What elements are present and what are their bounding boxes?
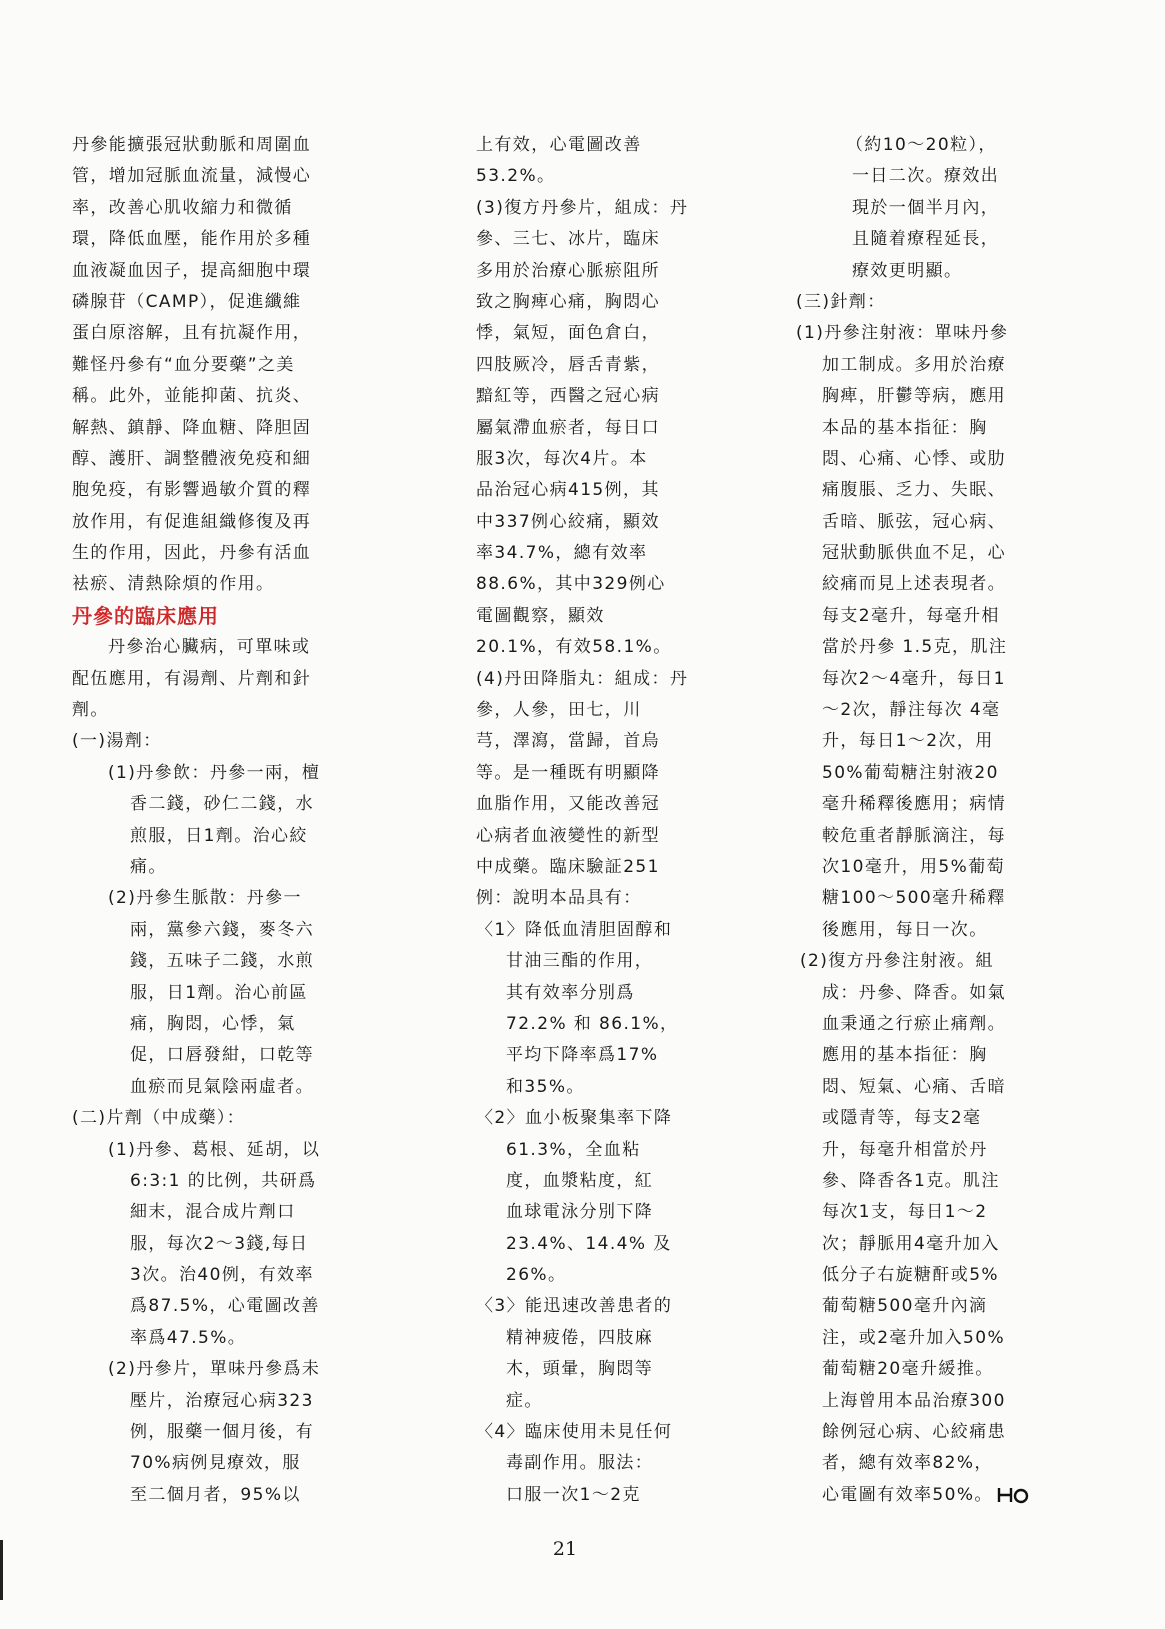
text-line: [476, 852, 706, 883]
line-text: 胸痺，肝鬱等病，應用: [822, 386, 1006, 407]
line-text: 每次1支，每日1～2: [822, 1202, 988, 1223]
line-text: 每次2～4毫升，每日1: [822, 668, 1006, 689]
line-text: 糖100～500毫升稀釋: [822, 888, 1006, 909]
line-text: 配伍應用，有湯劑、片劑和針: [72, 668, 312, 689]
line-text: 注，或2毫升加入50%: [822, 1327, 1006, 1348]
text-line: [796, 726, 1066, 757]
line-text: 胞免疫，有影響過敏介質的釋: [72, 480, 312, 501]
line-text: 中337例心絞痛，顯效: [476, 511, 660, 532]
line-text: 悸，氣短，面色倉白，: [476, 323, 660, 344]
text-line: [796, 664, 1066, 695]
line-text: 精神疲倦，四肢麻: [506, 1327, 654, 1348]
text-line: [476, 1009, 706, 1040]
line-text: 生的作用，因此，丹參有活血: [72, 543, 312, 564]
text-line: [476, 1197, 706, 1228]
line-text: 72.2% 和 86.1%，: [506, 1013, 679, 1034]
line-text: 袪瘀、清熱除煩的作用。: [72, 574, 275, 595]
text-line: [796, 1072, 1066, 1103]
line-text: 上海曾用本品治療300: [822, 1390, 1006, 1411]
line-text: 平均下降率爲17%: [506, 1045, 659, 1066]
line-text: 心病者血液變性的新型: [476, 825, 660, 846]
text-line: [476, 695, 706, 726]
text-line: [72, 1072, 347, 1103]
line-text: 至二個月者，95%以: [130, 1484, 301, 1505]
line-text: 70%病例見療效，服: [130, 1453, 301, 1474]
text-line: [72, 1291, 347, 1322]
line-text: 品治冠心病415例，其: [476, 480, 660, 501]
text-line: [476, 1260, 706, 1291]
text-line: [476, 193, 706, 224]
text-line: [476, 318, 706, 349]
text-line: [476, 1386, 706, 1417]
line-text: 絞痛而見上述表現者。: [822, 574, 1006, 595]
line-text: 〈2〉血小板聚集率下降: [476, 1108, 673, 1129]
line-text: 〈4〉臨床使用未見任何: [476, 1422, 673, 1443]
line-text: 一日二次。療效出: [852, 166, 1000, 187]
line-text: 血脂作用，又能改善冠: [476, 794, 660, 815]
line-text: 電圖觀察，顯效: [476, 605, 605, 626]
line-text: 血液凝血因子，提高細胞中環: [72, 260, 312, 281]
line-text: 次10毫升，用5%葡萄: [822, 856, 1006, 877]
text-line: [796, 161, 1066, 192]
line-text: 冠狀動脈供血不足，心: [822, 543, 1006, 564]
line-text: 本品的基本指征：胸: [822, 417, 988, 438]
line-text: 其有效率分別爲: [506, 982, 635, 1003]
text-line: [796, 475, 1066, 506]
text-line: [796, 1166, 1066, 1197]
text-line: [476, 1480, 706, 1511]
text-line: [796, 1291, 1066, 1322]
line-text: 率34.7%，總有效率: [476, 543, 648, 564]
line-text: 葡萄糖500毫升內滴: [822, 1296, 988, 1317]
text-line: [72, 1323, 347, 1354]
text-line: [72, 1197, 347, 1228]
text-line: [476, 161, 706, 192]
text-line: [476, 632, 706, 663]
text-line: [476, 1229, 706, 1260]
line-text: 度，血漿粘度，紅: [506, 1170, 654, 1191]
text-line: [72, 256, 347, 287]
page-number: 21: [552, 1538, 578, 1560]
text-line: [72, 538, 347, 569]
text-line: [476, 256, 706, 287]
line-text: 服3次，每次4片。本: [476, 448, 648, 469]
line-text: 低分子右旋糖酐或5%: [822, 1265, 999, 1286]
text-line: [796, 601, 1066, 632]
text-line: [796, 1229, 1066, 1260]
line-text: 舌暗、脈弦，冠心病、: [822, 511, 1006, 532]
line-text: (三)針劑：: [796, 291, 886, 312]
line-text: 香二錢，砂仁二錢，水: [130, 794, 314, 815]
text-line: [476, 821, 706, 852]
text-line: [476, 1354, 706, 1385]
text-line: [476, 475, 706, 506]
line-text: 升，每日1～2次，用: [822, 731, 994, 752]
text-line: [72, 821, 347, 852]
line-text: 蛋白原溶解，且有抗凝作用，: [72, 323, 312, 344]
text-line: [476, 444, 706, 475]
text-line: [476, 224, 706, 255]
text-line: [476, 1103, 706, 1134]
line-text: 率，改善心肌收縮力和微循: [72, 197, 293, 218]
text-line: [476, 381, 706, 412]
text-line: [796, 130, 1066, 161]
text-line: [796, 569, 1066, 600]
line-text: 悶、心痛、心悸、或肋: [822, 448, 1006, 469]
text-line: [796, 821, 1066, 852]
line-text: 等。是一種既有明顯降: [476, 762, 660, 783]
column-2: [476, 130, 706, 1511]
text-line: [796, 381, 1066, 412]
text-line: [796, 1480, 1066, 1511]
line-text: 例，服藥一個月後，有: [130, 1422, 314, 1443]
line-text: 醇、護肝、調整體液免疫和細: [72, 448, 312, 469]
line-text: 丹參能擴張冠狀動脈和周圍血: [72, 135, 312, 155]
line-text: 血瘀而見氣陰兩虛者。: [130, 1076, 314, 1097]
line-text: 且隨着療程延長，: [852, 229, 1000, 250]
line-text: 50%葡萄糖注射液20: [822, 762, 999, 783]
text-line: [796, 444, 1066, 475]
line-text: 多用於治療心脈瘀阻所: [476, 260, 660, 281]
line-text: 兩，黨參六錢，麥冬六: [130, 919, 314, 940]
line-text: 錢，五味子二錢，水煎: [130, 951, 314, 972]
line-text: 61.3%，全血粘: [506, 1139, 641, 1160]
line-text: 參、三七、冰片，臨床: [476, 229, 660, 250]
text-line: [476, 350, 706, 381]
text-line: [72, 1009, 347, 1040]
text-line: [72, 726, 347, 757]
line-text: 痛，胸悶，心悸，氣: [130, 1013, 296, 1034]
text-line: [476, 1417, 706, 1448]
line-text: 痛。: [130, 856, 167, 877]
text-line: [796, 1103, 1066, 1134]
line-text: (2)丹參生脈散：丹參一: [108, 888, 302, 909]
text-line: [72, 1417, 347, 1448]
text-line: [796, 1417, 1066, 1448]
line-text: (2)復方丹參注射液。組: [800, 951, 994, 972]
text-line: [72, 758, 347, 789]
line-text: 療效更明顯。: [852, 260, 963, 281]
line-text: (一)湯劑：: [72, 731, 162, 752]
text-line: [72, 695, 347, 726]
line-text: 木，頭暈，胸悶等: [506, 1359, 654, 1380]
text-line: [72, 130, 347, 161]
line-text: 〈1〉降低血清胆固醇和: [476, 919, 673, 940]
text-line: [72, 1040, 347, 1071]
line-text: 悶、短氣、心痛、舌暗: [822, 1076, 1006, 1097]
end-of-article-mark-icon: [997, 1486, 1031, 1504]
text-line: [796, 758, 1066, 789]
text-line: [476, 789, 706, 820]
text-line: [796, 287, 1066, 318]
line-text: 促，口唇發紺，口乾等: [130, 1045, 314, 1066]
line-text: (2)丹參片，單味丹參爲未: [108, 1359, 321, 1380]
line-text: 丹參的臨床應用: [72, 603, 219, 628]
line-text: 環，降低血壓，能作用於多種: [72, 229, 312, 250]
text-line: [796, 632, 1066, 663]
line-text: 後應用，每日一次。: [822, 919, 988, 940]
text-line: [796, 915, 1066, 946]
text-line: [72, 507, 347, 538]
text-line: [476, 538, 706, 569]
text-line: [72, 475, 347, 506]
line-text: 參、降香各1克。肌注: [822, 1170, 1000, 1191]
text-line: [72, 350, 347, 381]
line-text: 痛腹脹、乏力、失眠、: [822, 480, 1006, 501]
line-text: 現於一個半月內，: [852, 197, 1000, 218]
text-line: [796, 978, 1066, 1009]
text-line: [796, 883, 1066, 914]
line-text: 血球電泳分別下降: [506, 1202, 654, 1223]
text-line: [796, 538, 1066, 569]
text-line: [72, 318, 347, 349]
text-line: [796, 318, 1066, 349]
text-line: [796, 507, 1066, 538]
line-text: 加工制成。多用於治療: [822, 354, 1006, 375]
line-text: 四肢厥冷，唇舌青紫，: [476, 354, 660, 375]
line-text: 參，人參，田七，川: [476, 700, 642, 721]
line-text: 或隱青等，每支2毫: [822, 1108, 982, 1129]
text-line: [72, 193, 347, 224]
line-text: 3次。治40例，有效率: [130, 1265, 314, 1286]
line-text: 服，每次2～3錢,每日: [130, 1233, 309, 1254]
text-line: [72, 1103, 347, 1134]
text-line: [72, 444, 347, 475]
text-line: [796, 1135, 1066, 1166]
line-text: 症。: [506, 1390, 543, 1411]
text-line: [796, 193, 1066, 224]
text-line: [72, 381, 347, 412]
text-line: [72, 915, 347, 946]
text-line: [476, 1323, 706, 1354]
line-text: 和35%。: [506, 1076, 585, 1097]
line-text: 者，總有效率82%，: [822, 1453, 993, 1474]
text-line: [72, 1166, 347, 1197]
line-text: 管，增加冠脈血流量，減慢心: [72, 166, 312, 187]
text-line: [72, 1135, 347, 1166]
text-line: [796, 1009, 1066, 1040]
text-line: [476, 601, 706, 632]
line-text: 心電圖有效率50%。: [822, 1484, 993, 1505]
line-text: 難怪丹參有“血分要藥”之美: [72, 354, 295, 375]
text-line: [72, 1480, 347, 1511]
text-line: [72, 789, 347, 820]
text-line: [796, 1448, 1066, 1479]
line-text: 毫升稀釋後應用；病情: [822, 794, 1006, 815]
line-text: 屬氣滯血瘀者，每日口: [476, 417, 660, 438]
text-line: [796, 1354, 1066, 1385]
line-text: 磷腺苷（CAMP），促進纖維: [72, 291, 302, 312]
text-line: [796, 946, 1066, 977]
text-line: [72, 224, 347, 255]
line-text: (1)丹參飲：丹參一兩，檀: [108, 762, 321, 783]
line-text: 劑。: [72, 700, 109, 721]
text-line: [476, 883, 706, 914]
text-line: [72, 569, 347, 600]
line-text: 芎，澤瀉，當歸，首烏: [476, 731, 660, 752]
text-line: [476, 946, 706, 977]
text-line: [72, 664, 347, 695]
text-line: [796, 1323, 1066, 1354]
text-line: [476, 758, 706, 789]
line-text: ～2次，靜注每次 4毫: [822, 700, 1001, 721]
text-line: [72, 852, 347, 883]
text-line: [72, 1448, 347, 1479]
line-text: 細末，混合成片劑口: [130, 1202, 296, 1223]
line-text: 放作用，有促進組織修復及再: [72, 511, 312, 532]
text-line: [72, 1386, 347, 1417]
line-text: 稱。此外，並能抑菌、抗炎、: [72, 386, 312, 407]
text-line: [72, 1260, 347, 1291]
line-text: 次；靜脈用4毫升加入: [822, 1233, 1000, 1254]
text-line: [476, 1291, 706, 1322]
text-line: [796, 350, 1066, 381]
line-text: 較危重者靜脈滴注，每: [822, 825, 1006, 846]
text-line: [476, 130, 706, 161]
text-line: [476, 726, 706, 757]
line-text: 6:3:1 的比例，共研爲: [130, 1170, 317, 1191]
line-text: 53.2%。: [476, 166, 556, 187]
line-text: 口服一次1～2克: [506, 1484, 641, 1505]
text-line: [796, 224, 1066, 255]
line-text: 爲87.5%，心電圖改善: [130, 1296, 320, 1317]
line-text: 成：丹參、降香。如氣: [822, 982, 1006, 1003]
line-text: 餘例冠心病、心絞痛患: [822, 1422, 1006, 1443]
line-text: 當於丹參 1.5克，肌注: [822, 637, 1008, 658]
text-line: [72, 978, 347, 1009]
text-line: [476, 915, 706, 946]
text-line: [476, 569, 706, 600]
column-1: [72, 130, 347, 1511]
text-line: [796, 413, 1066, 444]
line-text: 毒副作用。服法：: [506, 1453, 654, 1474]
text-line: [476, 1448, 706, 1479]
text-line: [796, 695, 1066, 726]
line-text: 煎服，日1劑。治心絞: [130, 825, 308, 846]
line-text: (3)復方丹參片，組成：丹: [476, 197, 689, 218]
text-line: [476, 1135, 706, 1166]
text-line: [796, 1386, 1066, 1417]
line-text: (4)丹田降脂丸：組成：丹: [476, 668, 689, 689]
text-line: [796, 1260, 1066, 1291]
text-line: [796, 789, 1066, 820]
text-line: [476, 413, 706, 444]
line-text: 丹參治心臟病，可單味或: [108, 637, 311, 658]
text-line: [72, 632, 347, 663]
line-text: 葡萄糖20毫升緩推。: [822, 1359, 994, 1380]
text-line: [72, 883, 347, 914]
line-text: (二)片劑（中成藥）：: [72, 1108, 246, 1129]
text-line: [72, 413, 347, 444]
line-text: 上有效，心電圖改善: [476, 135, 642, 155]
line-text: 致之胸痺心痛，胸悶心: [476, 291, 660, 312]
text-line: [796, 256, 1066, 287]
text-line: [796, 1197, 1066, 1228]
line-text: (1)丹參、葛根、延胡，以: [108, 1139, 321, 1160]
line-text: 應用的基本指征：胸: [822, 1045, 988, 1066]
line-text: 黯紅等，西醫之冠心病: [476, 386, 660, 407]
line-text: 甘油三酯的作用，: [506, 951, 654, 972]
text-line: [476, 978, 706, 1009]
text-line: [476, 507, 706, 538]
line-text: 26%。: [506, 1265, 567, 1286]
line-text: （約10～20粒），: [846, 135, 997, 155]
text-line: [72, 946, 347, 977]
line-text: 升，每毫升相當於丹: [822, 1139, 988, 1160]
text-line: [476, 1166, 706, 1197]
text-line: [72, 287, 347, 318]
text-line: [796, 1040, 1066, 1071]
text-line: [72, 1354, 347, 1385]
line-text: 中成藥。臨床驗証251: [476, 856, 660, 877]
line-text: 20.1%，有效58.1%。: [476, 637, 672, 658]
text-line: [72, 1229, 347, 1260]
column-3: [796, 130, 1066, 1511]
text-line: [476, 287, 706, 318]
line-text: 例：說明本品具有：: [476, 888, 642, 909]
line-text: 23.4%、14.4% 及: [506, 1233, 672, 1254]
line-text: 〈3〉能迅速改善患者的: [476, 1296, 673, 1317]
line-text: 血秉通之行瘀止痛劑。: [822, 1013, 1006, 1034]
line-text: 壓片，治療冠心病323: [130, 1390, 314, 1411]
line-text: 率爲47.5%。: [130, 1327, 247, 1348]
text-line: [476, 1040, 706, 1071]
line-text: 每支2毫升，每毫升相: [822, 605, 1000, 626]
text-line: [476, 1072, 706, 1103]
line-text: 88.6%，其中329例心: [476, 574, 666, 595]
text-line: [72, 161, 347, 192]
line-text: (1)丹參注射液：單味丹參: [796, 323, 1009, 344]
text-line: [796, 852, 1066, 883]
line-text: 服，日1劑。治心前區: [130, 982, 308, 1003]
line-text: 解熱、鎮靜、降血糖、降胆固: [72, 417, 312, 438]
text-line: [476, 664, 706, 695]
section-heading: [72, 601, 347, 632]
